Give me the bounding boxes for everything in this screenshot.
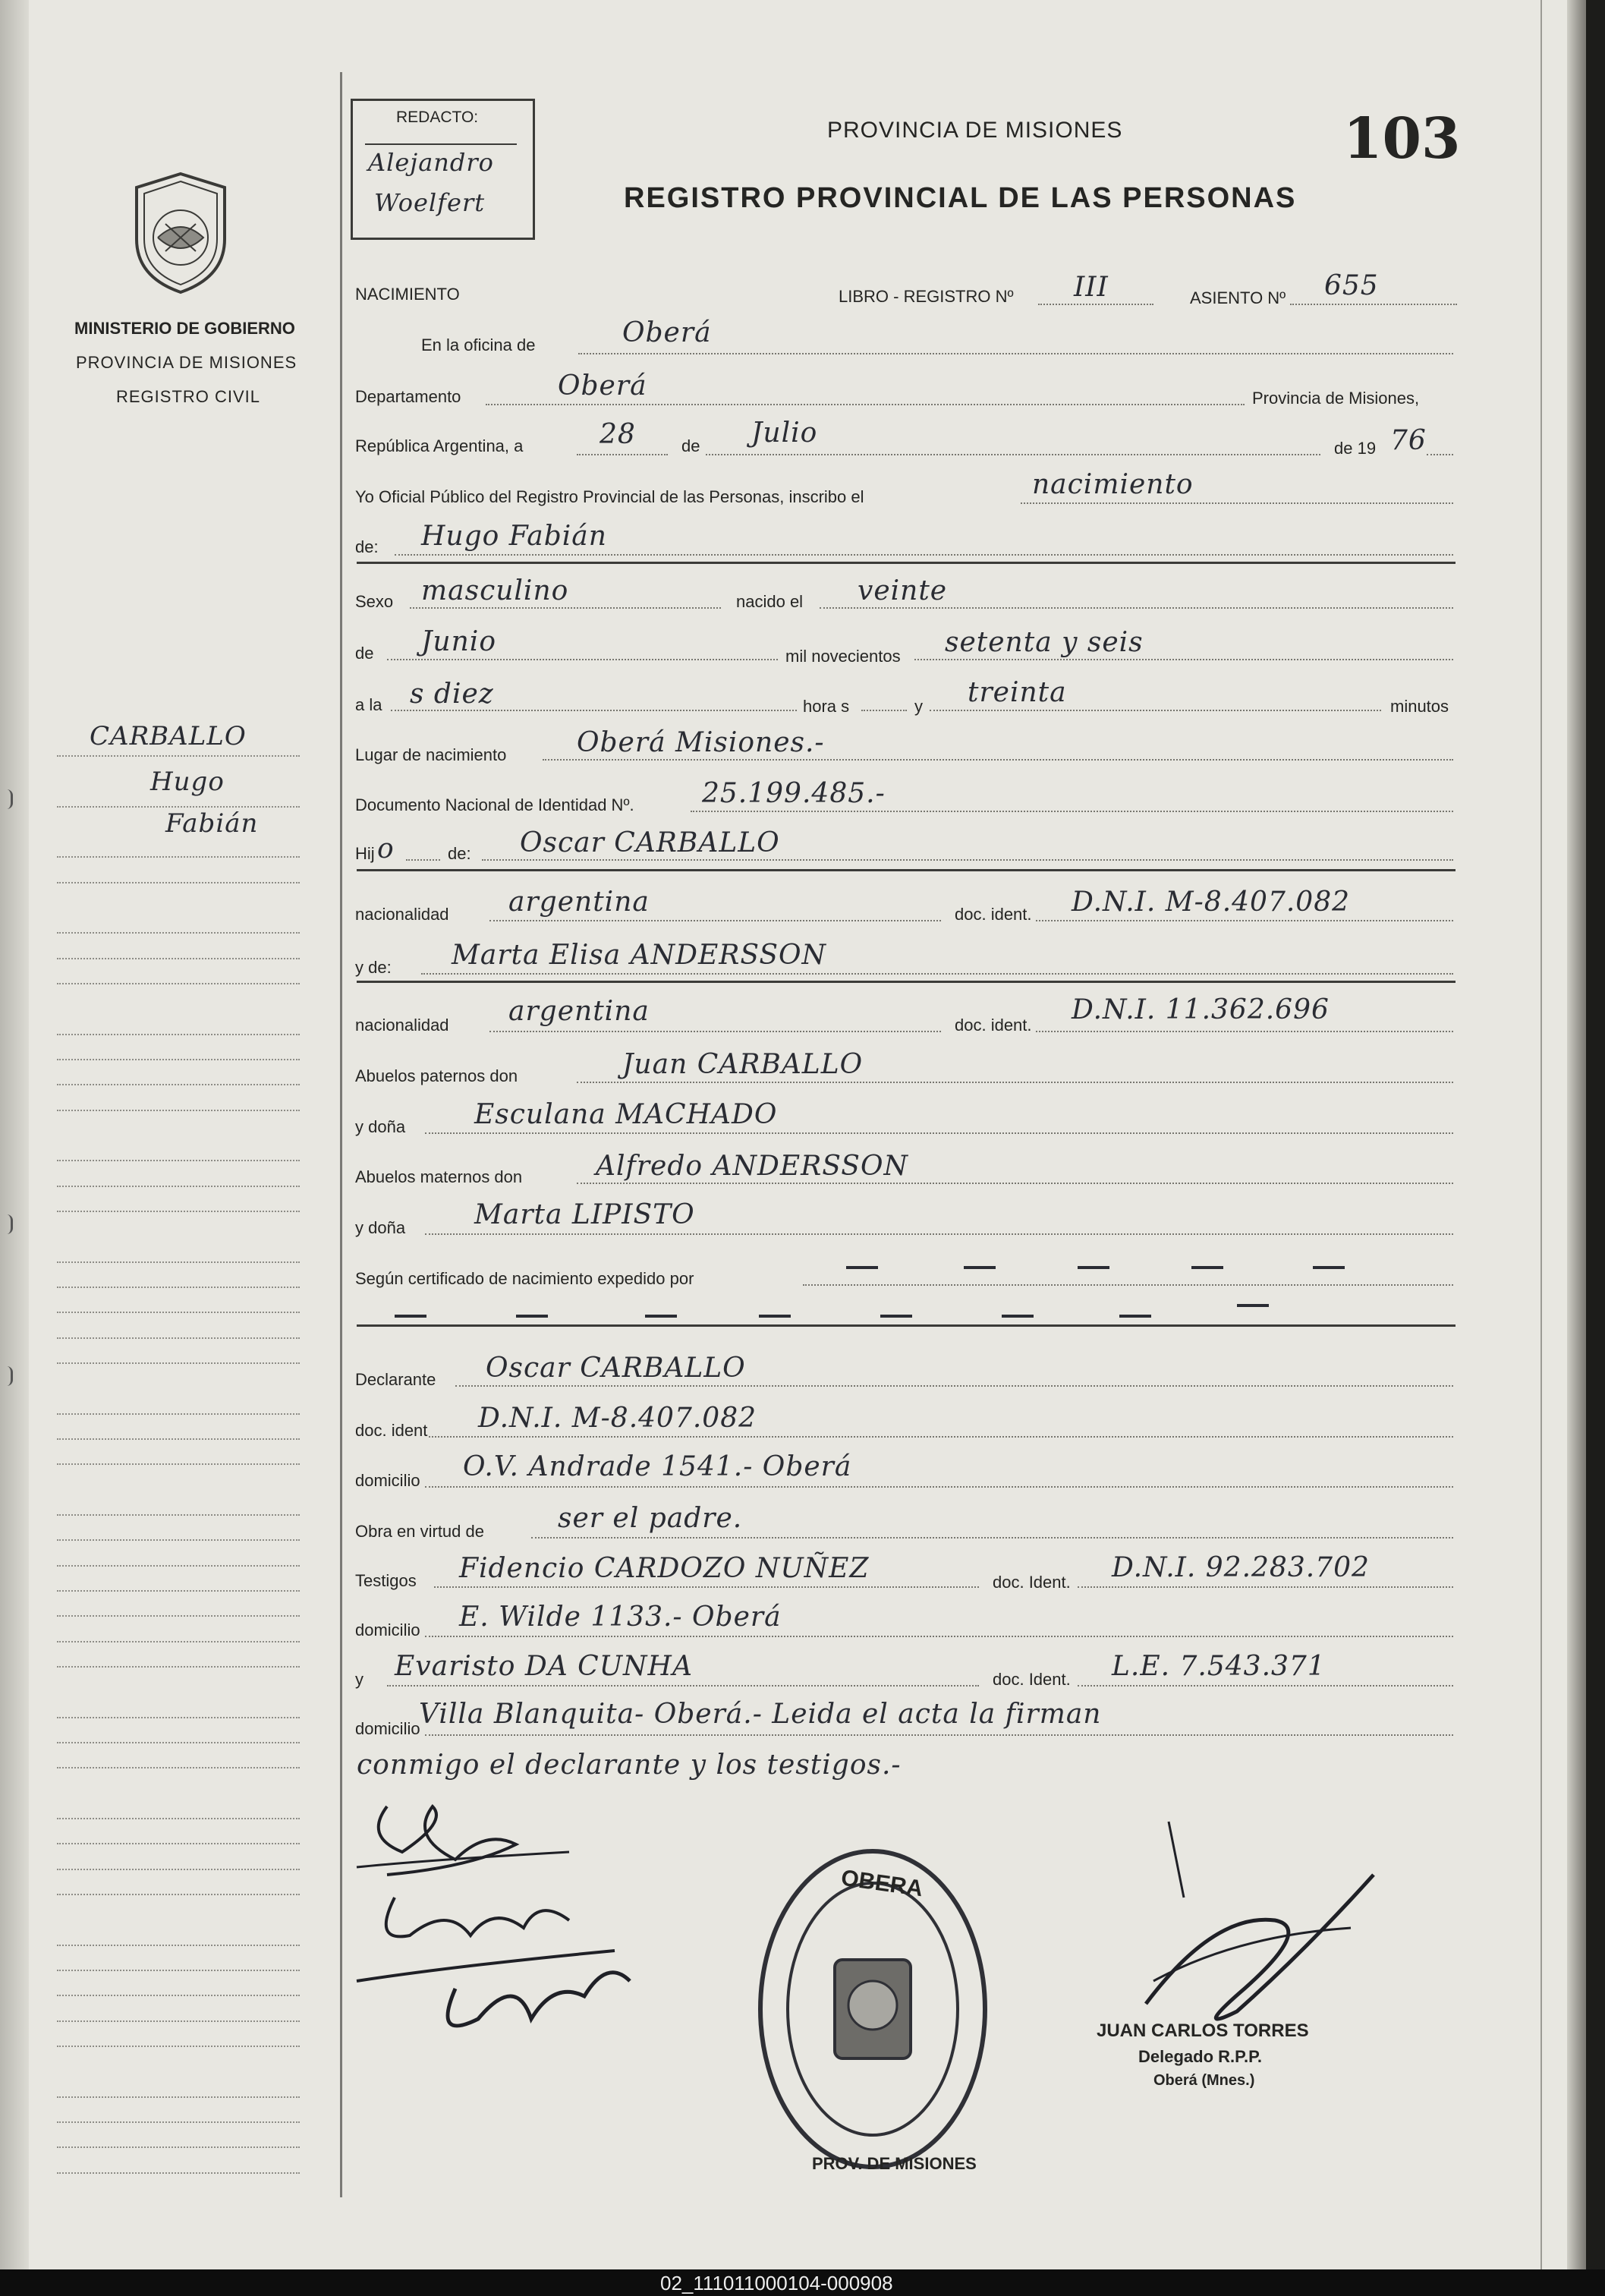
stamp-top-text: OBERA [839,1865,925,1902]
dotted-rule [1427,454,1453,455]
field-declarante-doc-value: D.N.I. M-8.407.082 [478,1403,757,1434]
field-testigo1-dom-value: E. Wilde 1133.- Oberá [459,1602,782,1633]
margin-line [57,2121,300,2123]
field-y-label: y [914,697,923,716]
field-mes-nac-value: Junio [421,626,496,657]
dotted-rule [1078,1685,1453,1687]
field-declarante-dom-value: O.V. Andrade 1541.- Oberá [463,1451,852,1482]
dotted-rule [410,607,721,609]
dotted-rule [391,710,797,711]
field-abuela-pat-value: Esculana MACHADO [474,1099,778,1130]
official-signature-icon [1123,1806,1404,2057]
margin-line [57,1337,300,1339]
registry-heading: REGISTRO PROVINCIAL DE LAS PERSONAS [624,182,1297,214]
field-domicilio-label: domicilio [355,1719,420,1738]
dotted-rule [486,404,1245,405]
field-doc-label: doc. ident. [955,905,1032,924]
field-segun-label: Según certificado de nacimiento expedido por [355,1269,694,1288]
field-obra-value: ser el padre. [558,1503,743,1534]
field-oficina-label: En la oficina de [421,335,536,354]
binding-clip [0,789,13,809]
official-name: JUAN CARLOS TORRES [1097,2020,1309,2041]
field-sexo-value: masculino [421,575,569,606]
page-spine [0,0,29,2269]
field-nac-madre-value: argentina [508,996,650,1027]
section-rule [357,869,1456,871]
dotted-rule [543,759,1453,761]
field-mil-label: mil novecientos [785,647,901,666]
field-asiento-value: 655 [1324,270,1379,301]
margin-line [57,1615,300,1617]
field-doc-ident-label: doc. ident [355,1421,428,1440]
page-number: 103 [1343,106,1461,172]
dotted-rule [930,710,1381,711]
field-madre-value: Marta Elisa ANDERSSON [452,940,827,971]
margin-line [57,1438,300,1440]
field-departamento-label: Departamento [355,387,461,406]
margin-line [57,2172,300,2174]
redacto-label: REDACTO: [396,109,479,126]
margin-line [57,1261,300,1263]
field-doc-ident2-label: doc. Ident. [993,1573,1071,1592]
dotted-rule [425,1636,1453,1637]
file-id: 02_111011000104-000908 [660,2272,893,2294]
section-rule [357,981,1456,983]
margin-line [57,1034,300,1035]
field-testigo2-value: Evaristo DA CUNHA [395,1651,693,1682]
dotted-rule [577,1183,1453,1184]
field-hijo-label: Hij [355,844,375,863]
field-asiento-label: ASIENTO Nº [1190,288,1286,307]
margin-line [57,1539,300,1541]
footer-bar [0,2269,1605,2296]
margin-line [57,856,300,858]
field-y2-label: y [355,1670,363,1689]
margin-line [57,1717,300,1718]
field-libro-value: III [1074,272,1109,303]
margin-line [57,1995,300,1996]
dotted-rule [421,973,1453,975]
field-padre-label: de: [448,844,471,863]
field-abuelo-pat-value: Juan CARBALLO [622,1049,864,1080]
redacto-name-last: Woelfert [374,188,486,217]
margin-line [57,1843,300,1844]
field-abuelos-pat-label: Abuelos paternos don [355,1066,518,1085]
field-doc-madre-value: D.N.I. 11.362.696 [1072,994,1330,1025]
margin-line [57,1084,300,1085]
dotted-rule [820,607,1453,609]
blank-dash [516,1315,548,1318]
field-minutos-value: treinta [968,677,1067,708]
dotted-rule [914,659,1453,660]
field-nacido-label: nacido el [736,592,804,611]
official-place: Oberá (Mnes.) [1153,2072,1255,2089]
dotted-rule [861,710,907,711]
margin-line [57,2146,300,2148]
dotted-rule [406,859,440,861]
margin-line [57,1211,300,1212]
field-y-dona-label: y doña [355,1117,406,1136]
field-hijo-suffix: o [377,833,395,865]
blank-dash [1237,1304,1269,1307]
margin-line [57,1413,300,1415]
field-y-dona-label: y doña [355,1218,406,1237]
blank-dash [645,1315,677,1318]
binding-clip [0,1366,13,1386]
dotted-rule [577,454,668,455]
redacto-name-first: Alejandro [368,148,494,177]
field-dni-label: Documento Nacional de Identidad Nº. [355,795,634,814]
field-oficial-text: Yo Oficial Público del Registro Provincial de las Personas, inscribo el [355,487,864,506]
field-domicilio-label: domicilio [355,1471,420,1490]
field-nombre-value: Hugo Fabián [421,521,607,552]
field-closing-value: conmigo el declarante y los testigos.- [357,1750,902,1781]
dotted-rule [425,1486,1453,1488]
dotted-rule [387,1685,979,1687]
field-padre-value: Oscar CARBALLO [520,827,780,858]
field-y-de-label: y de: [355,958,392,977]
blank-dash [1078,1266,1109,1269]
margin-line [57,1463,300,1465]
field-lugar-value: Oberá Misiones.- [577,727,825,758]
blank-dash [1313,1266,1345,1269]
field-type-label: NACIMIENTO [355,285,460,304]
stamp-bottom-text: PROV. DE MISIONES [812,2154,977,2173]
blank-dash [880,1315,912,1318]
margin-line [57,1742,300,1743]
margin-line [57,755,300,757]
margin-line [57,1186,300,1187]
field-domicilio-label: domicilio [355,1620,420,1639]
dotted-rule [803,1284,1453,1286]
dotted-rule [706,454,1320,455]
dotted-rule [531,1537,1453,1539]
field-de2-label: de [355,644,374,663]
official-title: Delegado R.P.P. [1138,2047,1263,2066]
dotted-rule [425,1233,1453,1235]
ministry-seal-icon [127,171,234,296]
dotted-rule [578,353,1453,354]
blank-dash [1119,1315,1151,1318]
field-anio-prefix: de 19 [1334,439,1377,458]
margin-line [57,1059,300,1060]
field-dia-value: 28 [600,419,636,450]
margin-line [57,1666,300,1668]
margin-line [57,983,300,984]
margin-line [57,1590,300,1592]
field-anio-value: 76 [1390,425,1427,456]
field-testigo1-value: Fidencio CARDOZO NUÑEZ [459,1553,870,1584]
margin-line [57,1565,300,1567]
blank-dash [1191,1266,1223,1269]
redacto-box [351,99,535,240]
margin-line [57,958,300,959]
margin-line [57,2020,300,2022]
field-republica-label: República Argentina, a [355,436,524,455]
field-libro-label: LIBRO - REGISTRO Nº [839,287,1014,306]
margin-note-name1: Hugo [150,767,225,797]
margin-line [57,882,300,883]
dotted-rule [395,554,1453,556]
field-oficina-value: Oberá [622,317,712,348]
blank-dash [759,1315,791,1318]
field-abuelo-mat-value: Alfredo ANDERSSON [596,1151,908,1182]
field-doc-padre-value: D.N.I. M-8.407.082 [1072,887,1351,918]
field-hora-label: hora s [803,697,850,716]
page-edge [1567,0,1586,2269]
field-testigos-label: Testigos [355,1571,417,1590]
field-obra-label: Obra en virtud de [355,1522,484,1541]
witness-signatures-icon [341,1791,691,2049]
field-abuelos-mat-label: Abuelos maternos don [355,1167,523,1186]
margin-line [57,1869,300,1870]
dotted-rule [425,1132,1453,1134]
field-testigo1-doc-value: D.N.I. 92.283.702 [1112,1552,1370,1583]
field-nacido-value: veinte [858,575,948,606]
margin-line [57,932,300,934]
margin-line [57,1894,300,1895]
dotted-rule [482,859,1453,861]
right-rule [1540,0,1542,2269]
field-doc-label: doc. ident. [955,1016,1032,1035]
field-anio-nac-value: setenta y seis [945,627,1144,658]
field-testigo2-dom-value: Villa Blanquita- Oberá.- Leida el acta la firman [419,1699,1102,1730]
blank-dash [395,1315,426,1318]
dotted-rule [489,1031,941,1032]
dotted-rule [387,659,778,660]
dotted-rule [1078,1586,1453,1588]
dotted-rule [1290,304,1457,305]
dotted-rule [434,1586,979,1588]
binding-clip [0,1214,13,1234]
field-mes-value: Julio [751,417,818,449]
dotted-rule [489,920,941,921]
margin-line [57,1160,300,1161]
field-sexo-label: Sexo [355,592,394,611]
section-rule [357,1324,1456,1327]
field-nac-padre-value: argentina [508,887,650,918]
dotted-rule [455,1385,1453,1387]
margin-line [57,1945,300,1946]
province-heading: PROVINCIA DE MISIONES [827,118,1123,143]
section-rule [357,562,1456,564]
margin-line [57,1641,300,1642]
field-minutos-label: minutos [1390,697,1449,716]
field-de-label: de [681,436,700,455]
field-provincia-label: Provincia de Misiones, [1252,389,1420,408]
dotted-rule [1038,304,1153,305]
ministry-title: MINISTERIO DE GOBIERNO [74,319,295,338]
field-hora-value: s diez [410,679,494,710]
field-testigo2-doc-value: L.E. 7.543.371 [1112,1651,1326,1682]
dotted-rule [1021,502,1453,504]
blank-dash [846,1266,878,1269]
margin-line [57,1312,300,1313]
field-doc-ident2-label: doc. Ident. [993,1670,1071,1689]
margin-note-surname: CARBALLO [90,721,247,751]
field-de-nombre-label: de: [355,537,379,556]
margin-line [57,806,300,808]
dotted-rule [429,1436,1453,1438]
field-nac-label: nacionalidad [355,1016,449,1035]
field-declarante-value: Oscar CARBALLO [486,1353,746,1384]
blank-dash [964,1266,996,1269]
blank-dash [1002,1315,1034,1318]
dotted-rule [691,811,1453,812]
field-abuela-mat-value: Marta LIPISTO [474,1199,695,1230]
margin-line [57,1514,300,1516]
field-departamento-value: Oberá [558,370,647,402]
field-declarante-label: Declarante [355,1370,436,1389]
field-a-la-label: a la [355,695,382,714]
margin-line [57,1767,300,1768]
field-inscribo-value: nacimiento [1032,469,1194,500]
margin-line [57,1287,300,1288]
ministry-registry: REGISTRO CIVIL [116,387,261,406]
dotted-rule [577,1082,1453,1083]
dotted-rule [425,1734,1453,1736]
dotted-rule [1036,1031,1453,1032]
dotted-rule [1036,920,1453,921]
margin-line [57,2046,300,2047]
margin-note-name2: Fabián [165,808,259,839]
field-dni-value: 25.199.485.- [702,778,886,809]
margin-line [57,1110,300,1111]
margin-line [57,2096,300,2098]
field-lugar-label: Lugar de nacimiento [355,745,507,764]
margin-line [57,1818,300,1819]
field-nac-label: nacionalidad [355,905,449,924]
margin-line [57,1970,300,1971]
margin-line [57,1362,300,1364]
ministry-province: PROVINCIA DE MISIONES [76,353,297,372]
